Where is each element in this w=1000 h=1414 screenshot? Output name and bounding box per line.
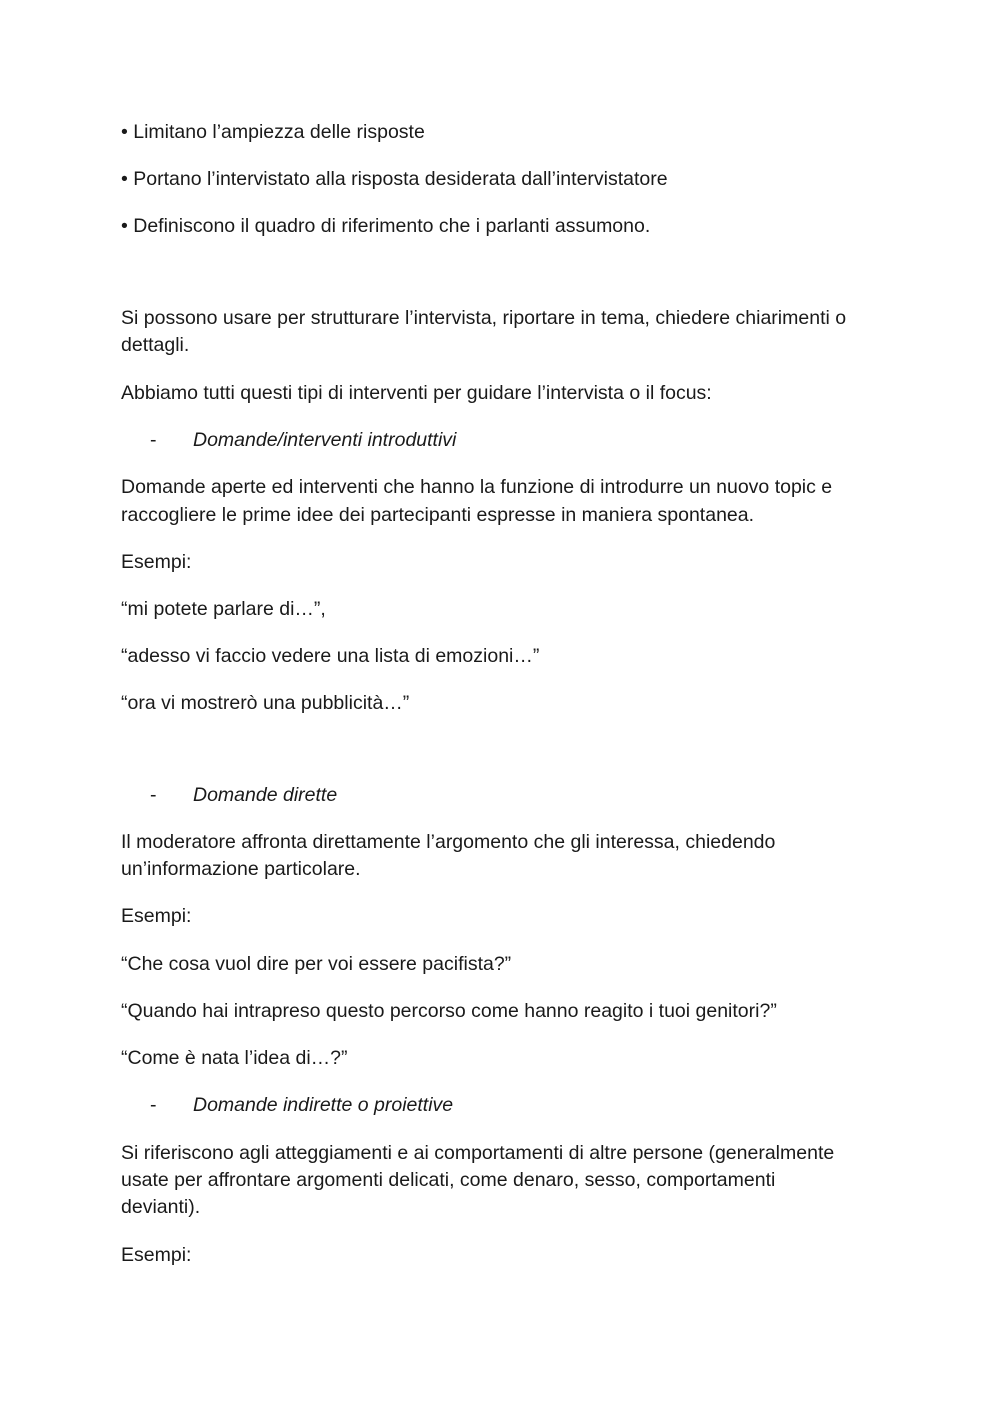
section-title: Domande dirette [193,784,338,806]
bullet-item: • Limitano l’ampiezza delle risposte [121,121,425,143]
example-quote: “adesso vi faccio vedere una lista di emozioni…” [121,645,540,667]
intro-paragraph-line: dettagli. [121,334,190,356]
example-quote: “Come è nata l’idea di…?” [121,1047,348,1069]
section-description-line: raccogliere le prime idee dei partecipanti espresse in maniera spontanea. [121,504,755,526]
section-dash: - [150,1094,157,1116]
example-quote: “mi potete parlare di…”, [121,598,326,620]
bullet-item: • Definiscono il quadro di riferimento che i parlanti assumono. [121,215,651,237]
section-description-line: devianti). [121,1196,201,1218]
section-title: Domande/interventi introduttivi [193,429,457,451]
section-description-line: Domande aperte ed interventi che hanno la funzione di introdurre un nuovo topic e [121,476,833,498]
section-description-line: Il moderatore affronta direttamente l’argomento che gli interessa, chiedendo [121,831,776,853]
section-dash: - [150,429,157,451]
examples-label: Esempi: [121,1244,192,1266]
intro-paragraph: Abbiamo tutti questi tipi di interventi per guidare l’intervista o il focus: [121,382,712,404]
section-title: Domande indirette o proiettive [193,1094,454,1116]
examples-label: Esempi: [121,551,192,573]
example-quote: “ora vi mostrerò una pubblicità…” [121,692,410,714]
section-description-line: Si riferiscono agli atteggiamenti e ai comportamenti di altre persone (generalmente [121,1142,835,1164]
examples-label: Esempi: [121,905,192,927]
section-description-line: usate per affrontare argomenti delicati, come denaro, sesso, comportamenti [121,1169,776,1191]
section-description-line: un’informazione particolare. [121,858,361,880]
bullet-item: • Portano l’intervistato alla risposta desiderata dall’intervistatore [121,168,668,190]
example-quote: “Quando hai intrapreso questo percorso come hanno reagito i tuoi genitori?” [121,1000,777,1022]
example-quote: “Che cosa vuol dire per voi essere pacifista?” [121,953,512,975]
intro-paragraph-line: Si possono usare per strutturare l’intervista, riportare in tema, chiedere chiarimenti o [121,307,847,329]
section-dash: - [150,784,157,806]
